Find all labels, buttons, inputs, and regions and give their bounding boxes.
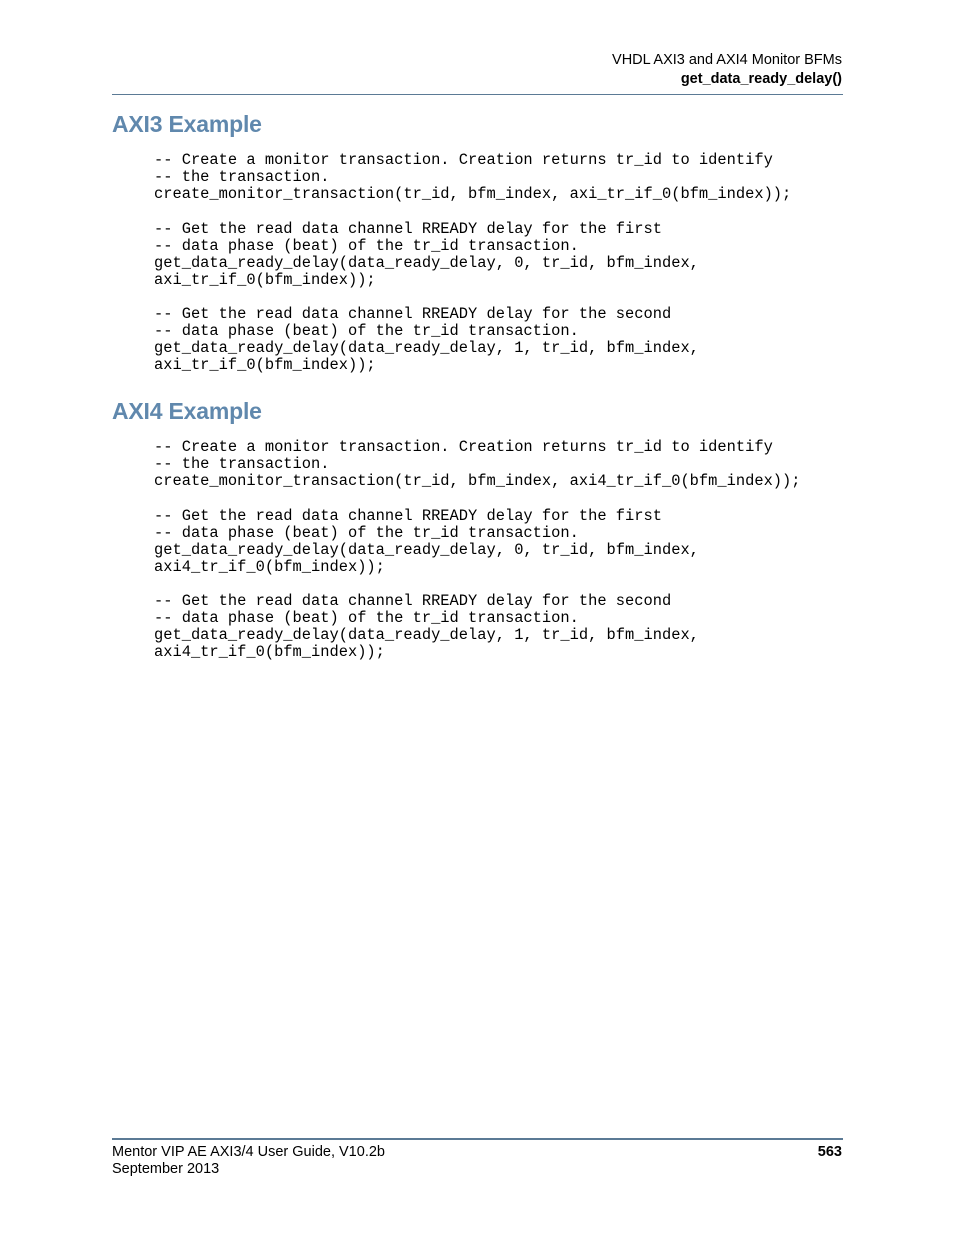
page-footer-left <box>112 1144 385 1178</box>
axi3-code-block-create: -- Create a monitor transaction. Creation returns tr_id to identify -- the transaction. create_monitor_transaction(tr_id, bfm_index, axi_tr_if_0(bfm_index)); <box>154 151 792 204</box>
footer-guide-title: Mentor VIP AE AXI3/4 User Guide, V10.2b <box>112 1144 385 1160</box>
page-number: 563 <box>817 1144 842 1160</box>
axi3-code-block-second-beat: -- Get the read data channel RREADY delay for the second -- data phase (beat) of the tr_id transaction. get_data_ready_delay(data_ready_delay, 1, tr_id, bfm_index, axi_tr_if_0(bfm_index)); <box>154 305 699 375</box>
axi3-example-heading: AXI3 Example <box>112 111 262 137</box>
header-chapter-title: VHDL AXI3 and AXI4 Monitor BFMs <box>612 52 842 68</box>
footer-divider <box>112 1138 843 1140</box>
axi4-code-block-first-beat: -- Get the read data channel RREADY delay for the first -- data phase (beat) of the tr_id transaction. get_data_ready_delay(data_ready_delay, 0, tr_id, bfm_index, axi4_tr_if_0(bfm_index)); <box>154 507 699 577</box>
header-function-name: get_data_ready_delay() <box>680 71 842 87</box>
axi4-code-block-second-beat: -- Get the read data channel RREADY delay for the second -- data phase (beat) of the tr_id transaction. get_data_ready_delay(data_ready_delay, 1, tr_id, bfm_index, axi4_tr_if_0(bfm_index)); <box>154 592 699 662</box>
axi4-example-heading: AXI4 Example <box>112 398 262 424</box>
page-header <box>612 51 842 89</box>
axi3-code-block-first-beat: -- Get the read data channel RREADY delay for the first -- data phase (beat) of the tr_id transaction. get_data_ready_delay(data_ready_delay, 0, tr_id, bfm_index, axi_tr_if_0(bfm_index)); <box>154 220 699 290</box>
footer-date: September 2013 <box>112 1161 220 1177</box>
axi4-code-block-create: -- Create a monitor transaction. Creation returns tr_id to identify -- the transaction. create_monitor_transaction(tr_id, bfm_index, axi4_tr_if_0(bfm_index)); <box>154 438 801 491</box>
header-divider <box>112 94 843 95</box>
